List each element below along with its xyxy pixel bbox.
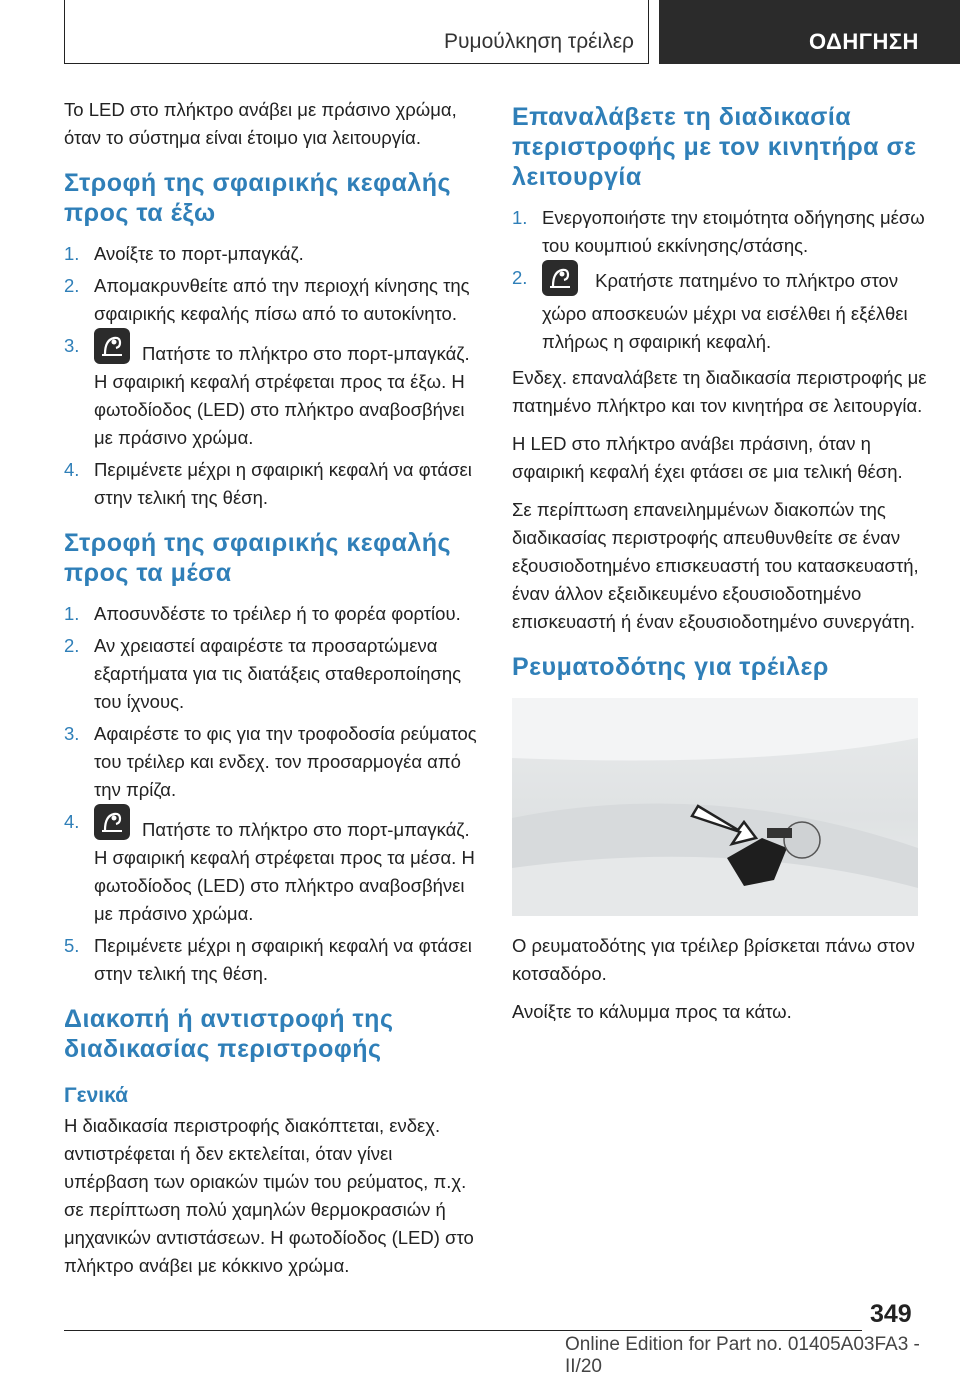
repeat-paragraph-1: Ενδεχ. επαναλάβετε τη διαδικασία περιστροφής με πατημένο πλήκτρο και τον κινητήρα σε λειτουργία.	[512, 367, 927, 416]
step-number: 1.	[64, 243, 80, 264]
step-text: Πατήστε το πλήκτρο στο πορτ-μπαγκάζ.	[142, 819, 470, 840]
step-text: Ανοίξτε το πορτ-μπαγκάζ.	[94, 243, 304, 264]
trailer-socket-photo	[512, 698, 918, 916]
steps-repeat	[512, 204, 928, 356]
heading-repeat: Επαναλάβετε τη διαδικασία περιστροφής με τον κινητήρα σε λειτουργία	[512, 103, 917, 191]
step-text: Απομακρυνθείτε από την περιοχή κίνησης της σφαιρικής κεφαλής πίσω από το αυτοκίνητο.	[94, 275, 470, 324]
chapter-tab: ΟΔΗΓΗΣΗ	[659, 0, 960, 64]
step-number: 4.	[64, 459, 80, 480]
step-text: Αν χρειαστεί αφαιρέστε τα προσαρτώμενα εξαρτήματα για τις διατάξεις σταθεροποίησης του ίχνους.	[94, 635, 462, 712]
page-number: 349	[870, 1300, 912, 1328]
step-number: 5.	[64, 935, 80, 956]
running-header	[64, 0, 649, 64]
step-item	[512, 264, 928, 356]
right-column	[512, 96, 928, 1036]
step-text: Ενεργοποιήστε την ετοιμότητα οδήγησης μέσω του κουμπιού εκκίνησης/στάσης.	[542, 207, 925, 256]
left-column	[64, 96, 480, 1290]
step-text: Περιμένετε μέχρι η σφαιρική κεφαλή να φτάσει στην τελική της θέση.	[94, 935, 472, 984]
trailer-hitch-button-icon	[94, 804, 130, 840]
intro-paragraph: Το LED στο πλήκτρο ανάβει με πράσινο χρώμα, όταν το σύστημα είναι έτοιμο για λειτουργία.	[64, 99, 457, 148]
repeat-paragraph-2: Η LED στο πλήκτρο ανάβει πράσινη, όταν η σφαιρική κεφαλή έχει φτάσει σε μια τελική θέση.	[512, 433, 903, 482]
steps-swivel-out	[64, 240, 480, 512]
step-number: 2.	[64, 635, 80, 656]
repeat-paragraph-3: Σε περίπτωση επανειλημμένων διακοπών της διαδικασίας περιστροφής απευθυνθείτε σε έναν εξουσιοδοτημένο επισκευαστή του κατασκευαστή, έναν άλλον εξειδικευμένο εξουσιοδοτημένο επισκευαστή ή έναν εξουσιοδοτημένο συνεργάτη.	[512, 499, 919, 632]
heading-swivel-out: Στροφή της σφαιρικής κεφαλής προς τα έξω	[64, 169, 452, 227]
footer-rule	[64, 1330, 862, 1331]
steps-swivel-in	[64, 600, 480, 988]
step-number: 1.	[512, 207, 528, 228]
socket-paragraph-2: Ανοίξτε το κάλυμμα προς τα κάτω.	[512, 1001, 792, 1022]
step-number: 3.	[64, 723, 80, 744]
section-title: Ρυμούλκηση τρέιλερ	[444, 30, 634, 53]
step-item	[64, 932, 480, 988]
step-item	[64, 272, 480, 328]
heading-socket: Ρευματοδότης για τρέιλερ	[512, 653, 829, 681]
socket-paragraph-1: Ο ρευματοδότης για τρέιλερ βρίσκεται πάνω στον κοτσαδόρο.	[512, 935, 915, 984]
step-item	[64, 808, 480, 928]
step-detail: Η σφαιρική κεφαλή στρέφεται προς τα έξω. Η φωτοδίοδος (LED) στο πλήκτρο αναβοσβήνει με πράσινο χρώμα.	[94, 371, 465, 448]
step-text: Αφαιρέστε το φις για την τροφοδοσία ρεύματος του τρέιλερ και ενδεχ. τον προσαρμογέα από την πρίζα.	[94, 723, 477, 800]
step-number: 2.	[512, 267, 528, 288]
trailer-hitch-button-icon	[94, 328, 130, 364]
heading-interrupt: Διακοπή ή αντιστροφή της διαδικασίας περιστροφής	[64, 1005, 394, 1063]
step-item	[64, 240, 480, 268]
step-item	[64, 720, 480, 804]
step-text: Πατήστε το πλήκτρο στο πορτ-μπαγκάζ.	[142, 343, 470, 364]
step-text: Περιμένετε μέχρι η σφαιρική κεφαλή να φτάσει στην τελική της θέση.	[94, 459, 472, 508]
interrupt-paragraph: Η διαδικασία περιστροφής διακόπτεται, ενδεχ. αντιστρέφεται ή δεν εκτελείται, όταν γίνει υπέρβαση των οριακών τιμών του ρεύματος, π.χ. σε περίπτωση πολύ χαμηλών θερμοκρασιών ή μηχανικών αντιστάσεων. Η φωτοδίοδος (LED) στο πλήκτρο ανάβει με κόκκινο χρώμα.	[64, 1115, 474, 1276]
step-number: 3.	[64, 335, 80, 356]
step-item	[64, 632, 480, 716]
step-number: 4.	[64, 811, 80, 832]
trailer-hitch-button-icon	[542, 260, 578, 296]
step-text: Αποσυνδέστε το τρέιλερ ή το φορέα φορτίου.	[94, 603, 461, 624]
step-text: Κρατήστε πατημένο το πλήκτρο στον χώρο αποσκευών μέχρι να εισέλθει ή εξέλθει πλήρως η σφαιρική κεφαλή.	[542, 269, 908, 352]
heading-swivel-in: Στροφή της σφαιρικής κεφαλής προς τα μέσα	[64, 529, 452, 587]
step-detail: Η σφαιρική κεφαλή στρέφεται προς τα μέσα. Η φωτοδίοδος (LED) στο πλήκτρο αναβοσβήνει με πράσινο χρώμα.	[94, 847, 475, 924]
step-item	[64, 332, 480, 452]
step-number: 1.	[64, 603, 80, 624]
step-item	[64, 600, 480, 628]
step-number: 2.	[64, 275, 80, 296]
step-item	[64, 456, 480, 512]
subheading-general: Γενικά	[64, 1084, 129, 1107]
step-item	[512, 204, 928, 260]
edition-footer: Online Edition for Part no. 01405A03FA3 - II/20	[565, 1334, 920, 1377]
